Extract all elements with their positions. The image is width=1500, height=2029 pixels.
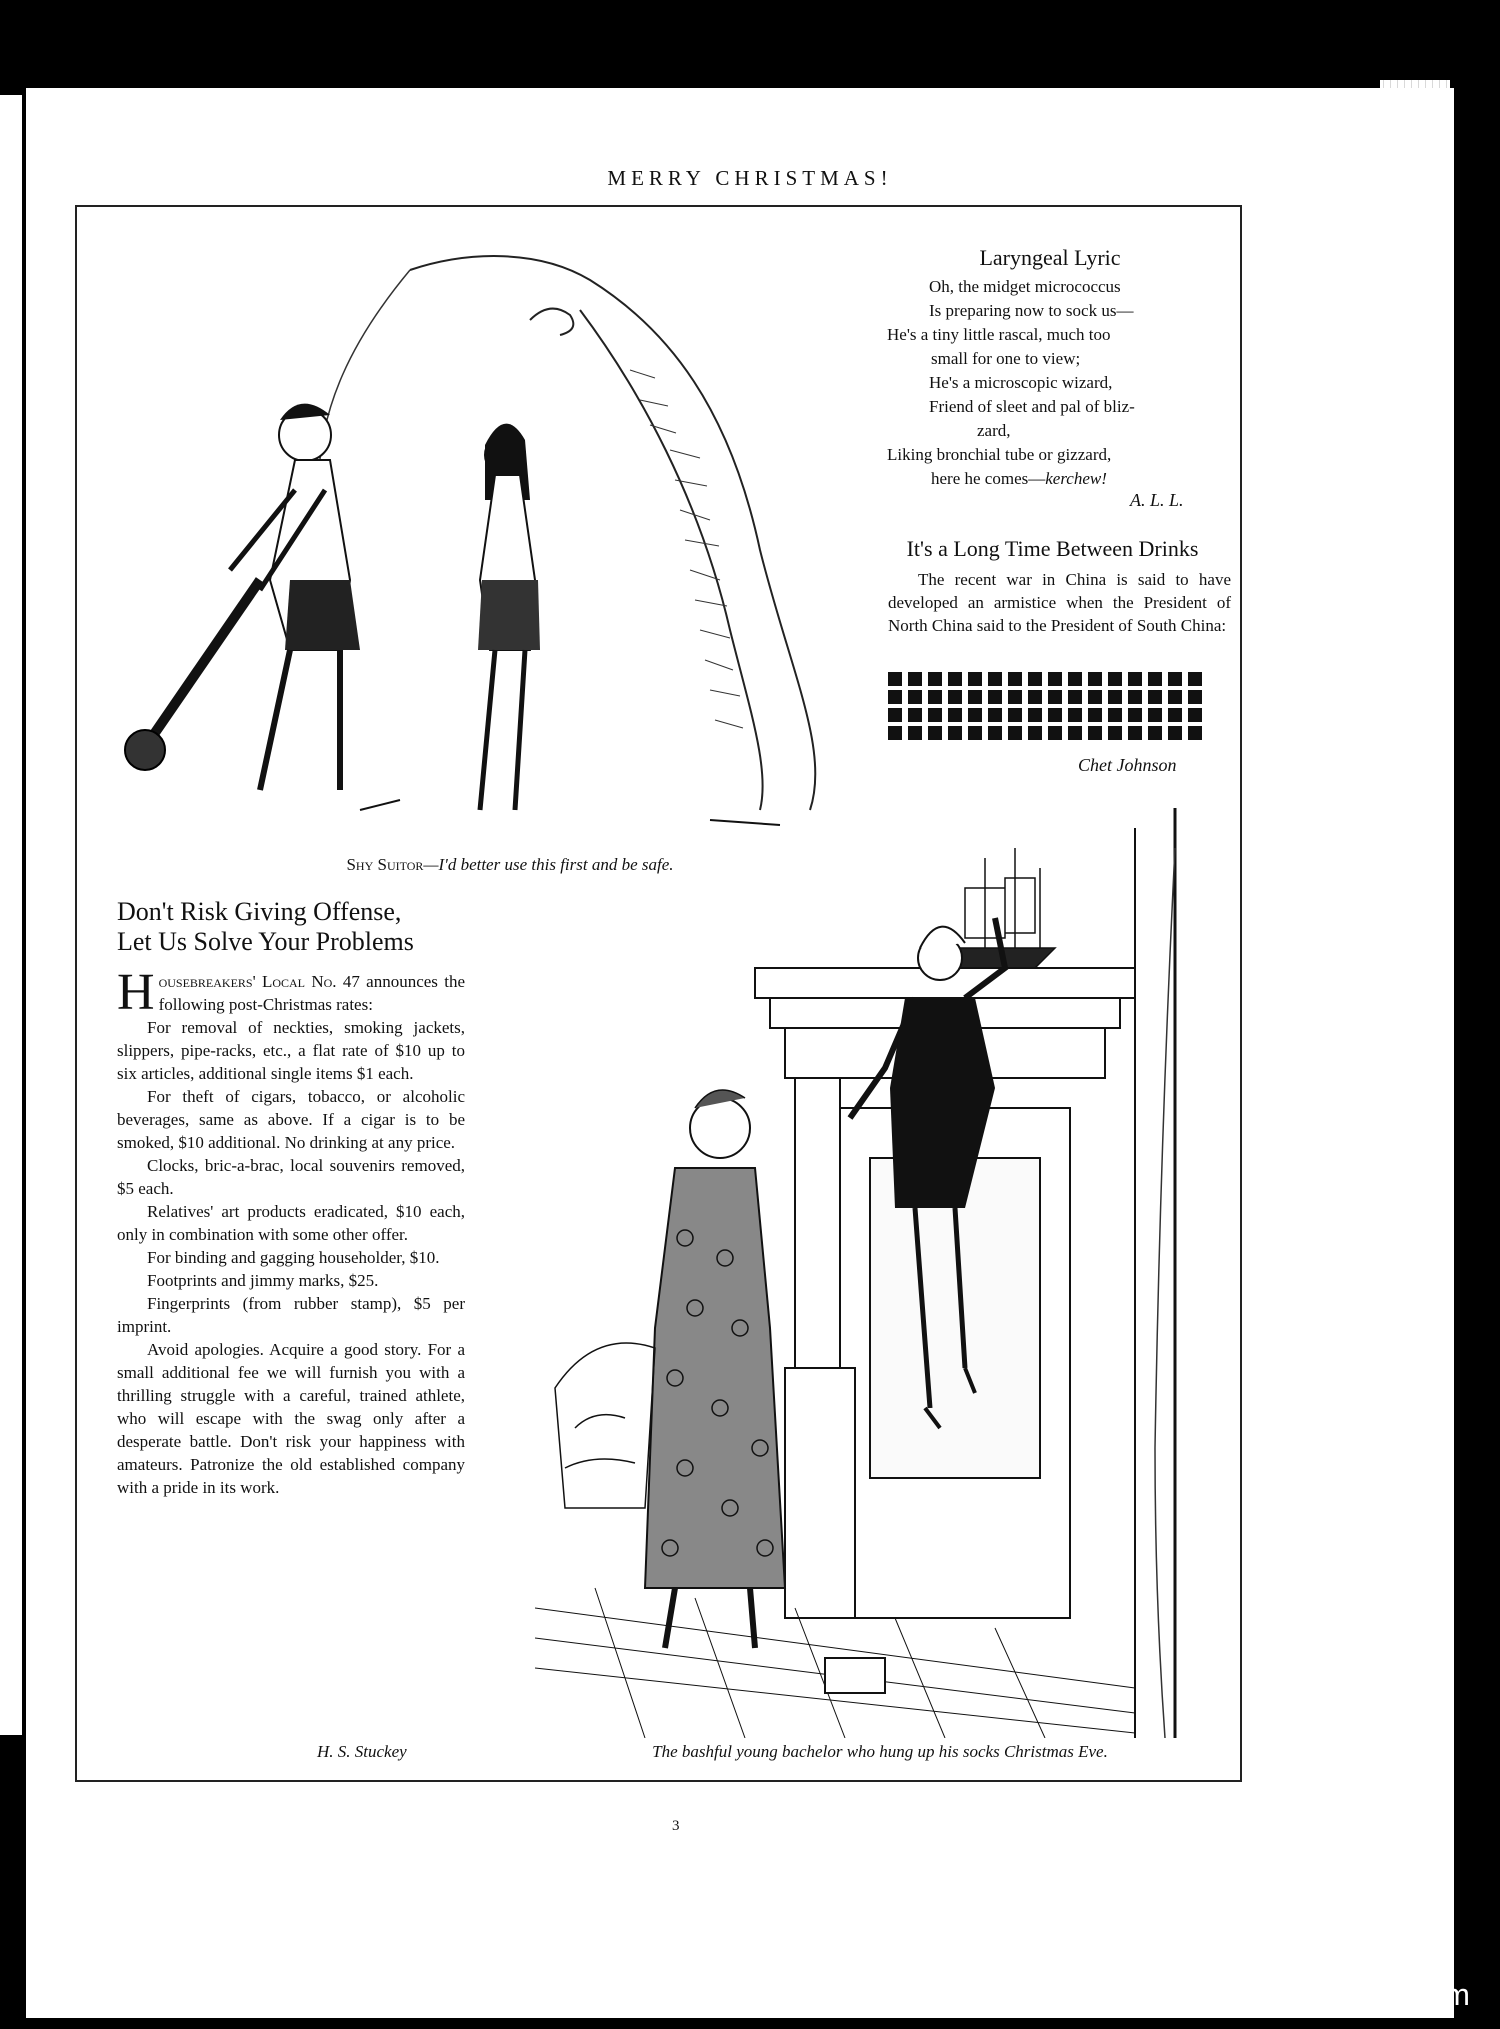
ad-paragraph: For binding and gagging householder, $10. [147,1248,440,1267]
cavewoman-figure [478,424,540,810]
ad-paragraph: Footprints and jimmy marks, $25. [147,1271,379,1290]
poem-line: Oh, the midget micrococcus [929,277,1121,296]
previous-page-edge [0,95,22,1735]
drop-cap: H [117,964,155,1021]
ad-author: H. S. Stuckey [317,1742,407,1761]
ad-paragraph: Avoid apologies. Acquire a good story. For a small additional fee we will furnish you with a thrilling struggle with a careful, trained athlete, who will escape with the swag only after a desperate battle. Don't risk your happiness with amateurs. Patronize the old established company with a pride in its work. [117,1340,465,1497]
ad-title [117,897,467,957]
caption-text: —I'd better use this first and be safe. [423,855,674,874]
bachelor-cartoon [535,808,1225,1738]
poem-title: Laryngeal Lyric [979,245,1121,270]
drinks-title: It's a Long Time Between Drinks [906,536,1199,561]
poem-body [887,275,1227,491]
poem-line: zard, [977,421,1011,440]
cartoon2-caption: The bashful young bachelor who hung up his socks Christmas Eve. [652,1742,1108,1761]
ad-paragraph: Relatives' art products eradicated, $10 each, only in combination with some other offer. [117,1202,465,1244]
drinks-author: Chet Johnson [1078,755,1177,775]
page-number: 3 [672,1818,680,1834]
caveman-cartoon [110,250,840,860]
poem-author: A. L. L. [1130,490,1184,510]
ad-paragraph: For removal of neckties, smoking jackets, slippers, pipe-racks, etc., a flat rate of $10 up to six articles, additional single items $1 each. [117,1018,465,1083]
poem-line: small for one to view; [931,349,1081,368]
poem-line: He's a tiny little rascal, much too [887,325,1111,344]
bachelor-figure [645,1090,785,1648]
ad-body [117,964,465,1499]
poem-line: here he comes—kerchew! [931,469,1107,488]
drinks-body: The recent war in China is said to have developed an armistice when the President of North China said to the President of South China: [888,570,1231,635]
ad-paragraph: For theft of cigars, tobacco, or alcoholic beverages, same as above. If a cigar is to be smoked, $10 additional. No drinking at any price. [117,1087,465,1152]
poem-line: Liking bronchial tube or gizzard, [887,445,1112,464]
running-head: MERRY CHRISTMAS! [607,166,893,190]
ad-lead-paragraph: Housebreakers' Local No. 47 announces the following post-Christmas rates: [117,964,465,1021]
poem-line: Is preparing now to sock us— [929,301,1134,320]
armchair [555,1343,655,1508]
caption-label: Shy Suitor [346,855,424,874]
ad-paragraph: Clocks, bric-a-brac, local souvenirs removed, $5 each. [117,1156,465,1198]
poem-line: Friend of sleet and pal of bliz- [929,397,1135,416]
ad-paragraph: Fingerprints (from rubber stamp), $5 per imprint. [117,1294,465,1336]
ad-title-line: Let Us Solve Your Problems [117,927,414,956]
ad-title-line: Don't Risk Giving Offense, [117,897,402,926]
poem-line: He's a microscopic wizard, [929,373,1113,392]
basket [825,1658,885,1693]
watermark: comicbooks.com [1239,1977,1470,2012]
